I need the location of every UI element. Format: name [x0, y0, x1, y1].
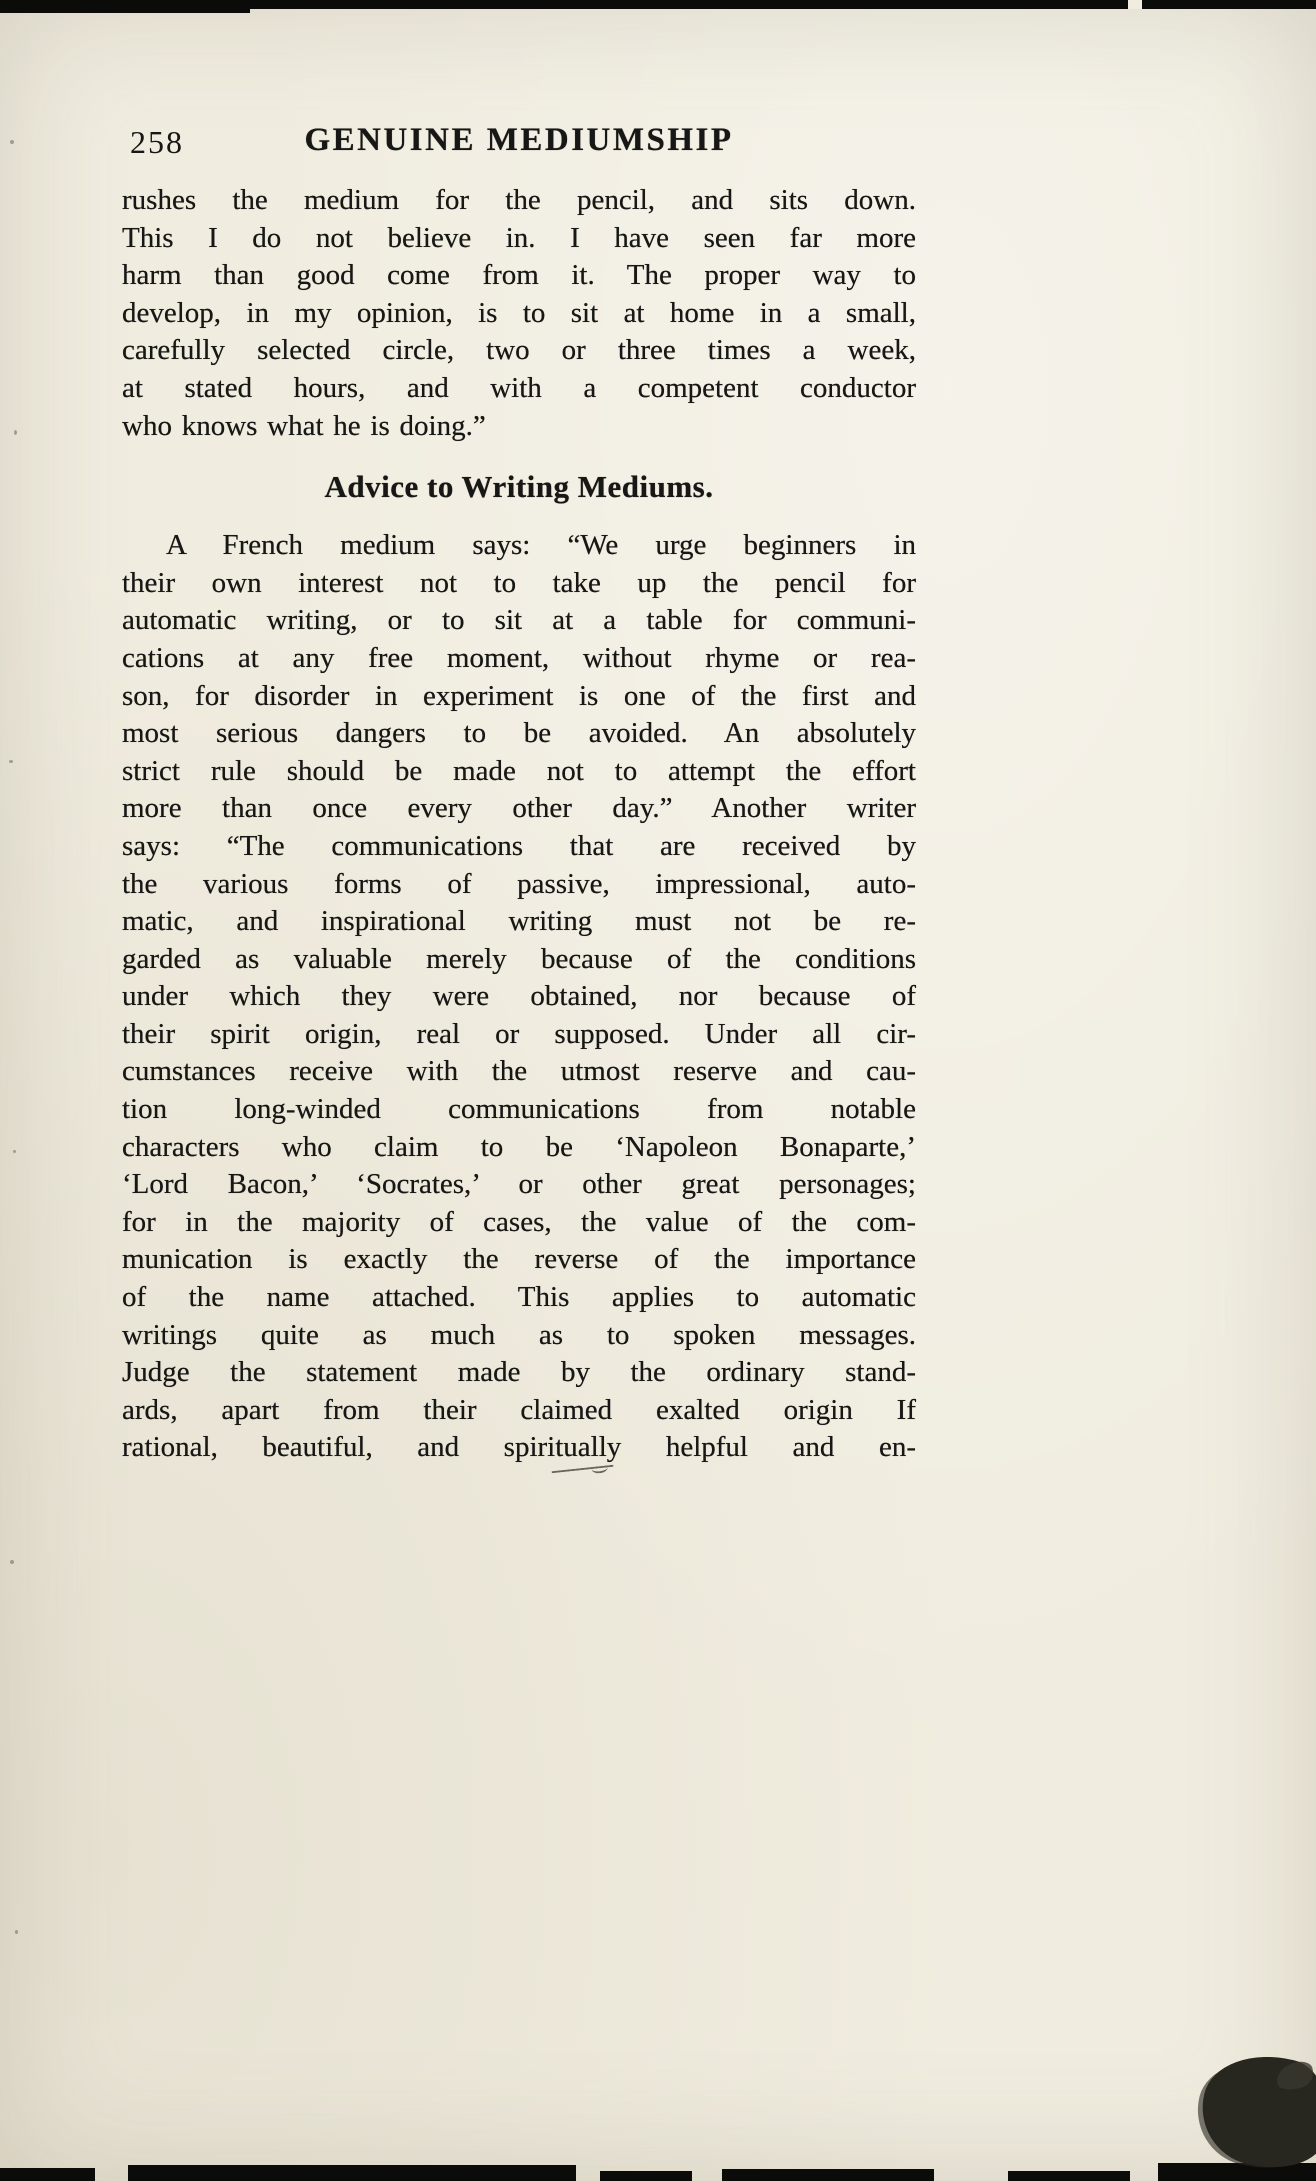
- text-line: rushes the medium for the pencil, and sits down.: [122, 184, 916, 216]
- text-line: munication is exactly the reverse of the importance: [122, 1243, 916, 1276]
- scan-speckle: [15, 1930, 18, 1934]
- scan-edge-bottom-segment: [1008, 2171, 1130, 2181]
- text-line: cumstances receive with the utmost reserve and cau-: [122, 1055, 916, 1088]
- text-line: strict rule should be made not to attempt the effort: [122, 754, 916, 787]
- text-line: of the name attached. This applies to automatic: [122, 1281, 916, 1314]
- section-heading: Advice to Writing Mediums.: [324, 469, 714, 505]
- text-line: says: “The communications that are received by: [122, 829, 916, 862]
- text-line: garded as valuable merely because of the conditions: [122, 942, 916, 975]
- text-line: for in the majority of cases, the value of the com-: [122, 1205, 916, 1238]
- scan-edge-bottom-segment: [600, 2171, 692, 2181]
- text-line: characters who claim to be ‘Napoleon Bonaparte,’: [122, 1130, 916, 1163]
- scan-speckle: [10, 1560, 14, 1564]
- text-line: A French medium says: “We urge beginners in: [166, 529, 916, 562]
- text-line: writings quite as much as to spoken messages.: [122, 1318, 916, 1351]
- text-line: rational, beautiful, and spiritually helpful and en-: [122, 1431, 916, 1464]
- text-line: at stated hours, and with a competent conductor: [122, 371, 916, 404]
- scan-speckle: [14, 430, 17, 435]
- text-line: automatic writing, or to sit at a table for communi-: [122, 604, 916, 637]
- running-title: GENUINE MEDIUMSHIP: [304, 122, 734, 158]
- text-line: the various forms of passive, impressional, auto-: [122, 867, 916, 900]
- text-line: their spirit origin, real or supposed. Under all cir-: [122, 1017, 916, 1050]
- page-content: [122, 122, 916, 1467]
- text-line: cations at any free moment, without rhyme or rea-: [122, 641, 916, 674]
- scan-edge-top-gap: [1128, 0, 1142, 9]
- page-header: [122, 122, 916, 168]
- scan-speckle: [10, 140, 14, 144]
- text-line: carefully selected circle, two or three times a week,: [122, 334, 916, 367]
- text-line: their own interest not to take up the pencil for: [122, 566, 916, 599]
- text-line: son, for disorder in experiment is one of the first and: [122, 679, 916, 712]
- scan-edge-bottom-segment: [128, 2165, 576, 2181]
- text-line: under which they were obtained, nor because of: [122, 980, 916, 1013]
- pen-squiggle-mark: [552, 1465, 615, 1482]
- text-line: more than once every other day.” Another writer: [122, 792, 916, 825]
- text-line: harm than good come from it. The proper way to: [122, 259, 916, 292]
- scan-edge-bottom-segment: [0, 2168, 95, 2181]
- text-line: Judge the statement made by the ordinary stand-: [122, 1356, 916, 1389]
- text-line: ‘Lord Bacon,’ ‘Socrates,’ or other great personages;: [122, 1168, 916, 1201]
- text-line: develop, in my opinion, is to sit at home in a small,: [122, 296, 916, 329]
- text-line: tion long-winded communications from notable: [122, 1093, 916, 1126]
- scan-speckle: [13, 1150, 16, 1153]
- text-line: matic, and inspirational writing must not be re-: [122, 905, 916, 938]
- text-line: This I do not believe in. I have seen far more: [122, 221, 916, 254]
- scan-speckle: [9, 760, 13, 763]
- text-line: ards, apart from their claimed exalted origin If: [122, 1393, 916, 1426]
- text-line: most serious dangers to be avoided. An absolutely: [122, 717, 916, 750]
- text-line: who knows what he is doing.”: [122, 409, 486, 442]
- page-number: 258: [130, 124, 184, 160]
- scan-edge-bottom-segment: [1158, 2163, 1316, 2181]
- paragraph-1: [122, 182, 916, 445]
- scan-edge-top-thick: [0, 0, 250, 13]
- scan-edge-bottom-segment: [722, 2169, 934, 2181]
- paragraph-2: [122, 527, 916, 1467]
